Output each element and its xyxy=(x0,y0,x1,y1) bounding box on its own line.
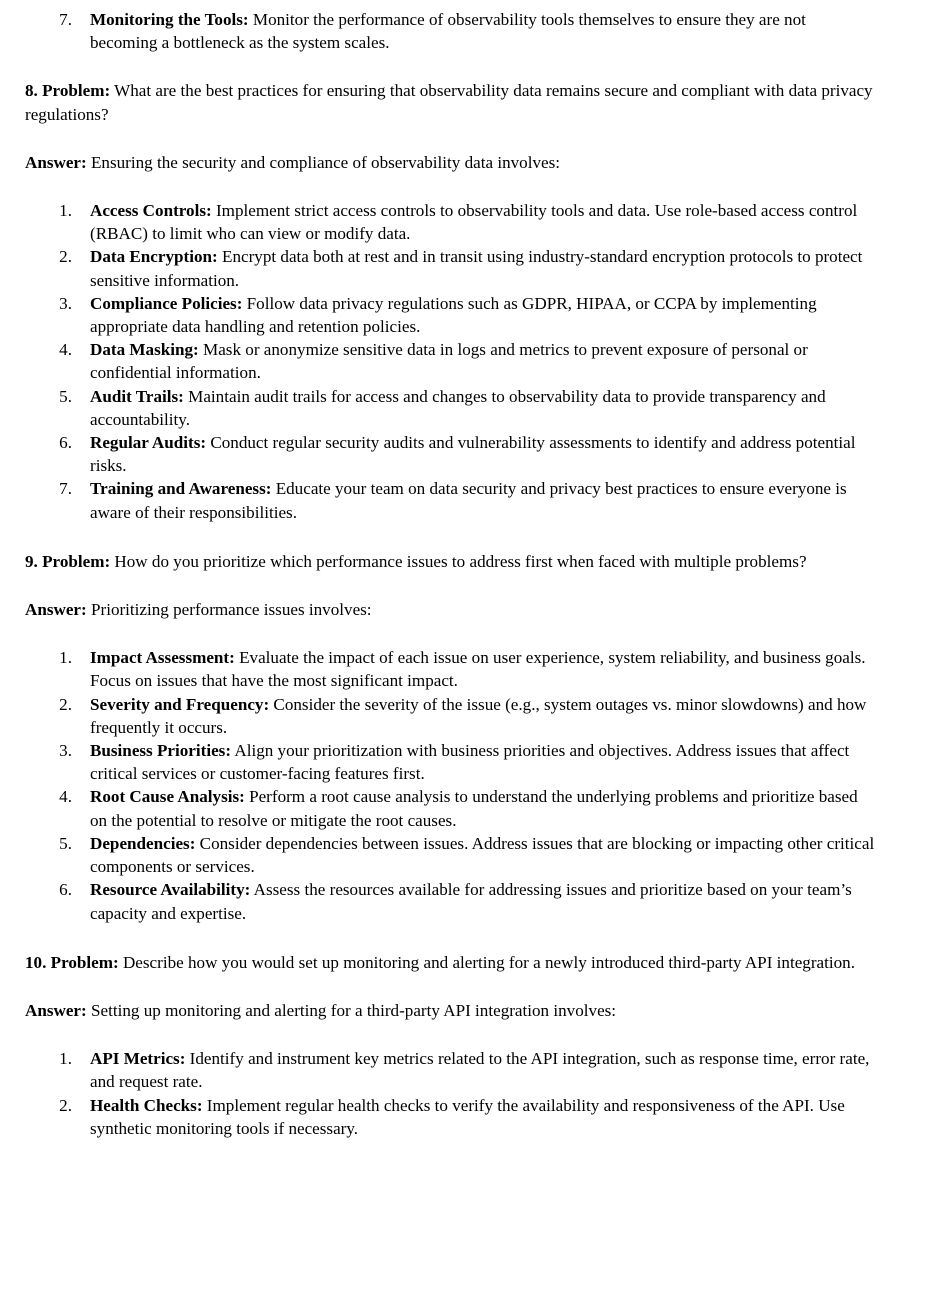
spacer xyxy=(0,126,940,151)
answer-label: Answer: xyxy=(25,152,87,172)
problem-text: How do you prioritize which performance issues to address first when faced with multiple problems? xyxy=(110,551,807,571)
answer-list-q10 xyxy=(0,1047,940,1140)
list-item-body xyxy=(90,787,858,829)
list-item-term: Resource Availability: xyxy=(90,880,251,900)
answer-list-q9 xyxy=(0,646,940,924)
list-item-number: 7. xyxy=(59,10,72,29)
list-item-number: 1. xyxy=(59,201,72,221)
problem-paragraph-q9 xyxy=(0,550,940,573)
list-item-body xyxy=(90,201,857,243)
list-item xyxy=(0,8,940,54)
list-item-term: API Metrics: xyxy=(90,1049,186,1069)
list-item xyxy=(0,477,940,523)
list-item-number: 2. xyxy=(59,247,72,267)
problem-paragraph-q8 xyxy=(0,79,940,125)
list-item-number: 2. xyxy=(59,694,72,714)
list-item xyxy=(0,199,940,245)
list-item-term: Data Encryption: xyxy=(90,247,218,267)
list-item-term: Root Cause Analysis: xyxy=(90,787,245,807)
list-item xyxy=(0,245,940,291)
list-item-text: Encrypt data both at rest and in transit using industry-standard encryption protocols to protect sensitive information. xyxy=(90,247,863,290)
problem-label: 9. Problem: xyxy=(25,551,111,571)
list-item-text: Align your prioritization with business priorities and objectives. Address issues that affect critical services or customer-facing features first. xyxy=(90,741,850,784)
spacer xyxy=(0,174,940,199)
list-item-text: Perform a root cause analysis to understand the underlying problems and prioritize based on the potential to resolve or mitigate the root causes. xyxy=(90,787,858,830)
list-item-body xyxy=(90,1049,869,1091)
spacer xyxy=(0,54,940,79)
list-item-body xyxy=(90,10,806,52)
list-item-text: Maintain audit trails for access and changes to observability data to provide transparency and accountability. xyxy=(90,386,826,429)
list-item-body xyxy=(90,387,826,429)
list-item-term: Audit Trails: xyxy=(90,386,184,406)
answer-paragraph-q9 xyxy=(0,598,940,621)
list-item-number: 4. xyxy=(59,340,72,360)
list-item-text: Educate your team on data security and privacy best practices to ensure everyone is aware of their responsibilities. xyxy=(90,479,847,522)
list-item-text: Implement strict access controls to observability tools and data. Use role-based access control (RBAC) to limit who can view or modify data. xyxy=(90,201,858,244)
problem-text: What are the best practices for ensuring that observability data remains secure and compliant with data privacy regulations? xyxy=(25,81,873,124)
list-item xyxy=(0,431,940,477)
list-item-body xyxy=(90,1096,845,1138)
list-item-term: Data Masking: xyxy=(90,340,199,360)
answer-label: Answer: xyxy=(25,600,87,620)
list-item-term: Dependencies: xyxy=(90,833,196,853)
answer-text: Setting up monitoring and alerting for a third-party API integration involves: xyxy=(86,1000,617,1020)
list-item-text: Follow data privacy regulations such as GDPR, HIPAA, or CCPA by implementing appropriate data handling and retention policies. xyxy=(90,293,817,337)
list-item-number: 6. xyxy=(59,880,72,900)
spacer xyxy=(0,573,940,598)
spacer xyxy=(0,925,940,951)
list-item-body xyxy=(90,695,866,737)
list-item xyxy=(0,385,940,431)
list-item-text: Monitor the performance of observability tools themselves to ensure they are not becoming a bottleneck as the system scales. xyxy=(90,10,806,53)
list-item-number: 3. xyxy=(59,293,72,313)
answer-list-q8 xyxy=(0,199,940,524)
list-item-term: Health Checks: xyxy=(90,1095,203,1115)
list-item-body xyxy=(90,880,852,922)
list-item xyxy=(0,292,940,338)
list-item-term: Training and Awareness: xyxy=(90,479,272,499)
list-item xyxy=(0,693,940,739)
list-item-number: 5. xyxy=(59,386,72,406)
list-item-term: Impact Assessment: xyxy=(90,648,235,668)
list-item-text: Consider the severity of the issue (e.g., system outages vs. minor slowdowns) and how frequently it occurs. xyxy=(90,694,867,737)
list-item-number: 2. xyxy=(59,1095,72,1115)
list-item-number: 3. xyxy=(59,741,72,761)
list-item xyxy=(0,739,940,785)
list-item xyxy=(0,785,940,831)
problem-paragraph-q10 xyxy=(0,951,940,974)
answer-text: Prioritizing performance issues involves: xyxy=(86,600,372,620)
list-item-number: 6. xyxy=(59,433,72,453)
list-item-body xyxy=(90,247,862,289)
list-item-number: 5. xyxy=(59,833,72,853)
list-item xyxy=(0,1094,940,1140)
list-item xyxy=(0,878,940,924)
list-item-term: Severity and Frequency: xyxy=(90,694,270,714)
problem-label: 8. Problem: xyxy=(25,81,111,101)
list-item xyxy=(0,338,940,384)
list-item-text: Mask or anonymize sensitive data in logs and metrics to prevent exposure of personal or confidential information. xyxy=(90,340,808,383)
list-item-term: Monitoring the Tools: xyxy=(90,10,249,29)
list-item xyxy=(0,832,940,878)
spacer xyxy=(0,974,940,999)
problem-label: 10. Problem: xyxy=(25,952,119,972)
list-item-body xyxy=(90,479,847,521)
list-item xyxy=(0,1047,940,1093)
answer-text: Ensuring the security and compliance of observability data involves: xyxy=(86,152,560,172)
list-item-body xyxy=(90,741,849,783)
list-item-term: Access Controls: xyxy=(90,201,212,221)
list-item-number: 1. xyxy=(59,648,72,668)
list-item-body xyxy=(90,834,874,876)
answer-label: Answer: xyxy=(25,1000,87,1020)
answer-paragraph-q10 xyxy=(0,999,940,1022)
list-item-body xyxy=(90,648,866,690)
list-item-text: Identify and instrument key metrics related to the API integration, such as response time, error rate, and request rate. xyxy=(90,1049,870,1092)
answer-paragraph-q8 xyxy=(0,151,940,174)
list-item-text: Consider dependencies between issues. Address issues that are blocking or impacting other critical components or services. xyxy=(90,833,875,877)
list-item-body xyxy=(90,294,817,336)
spacer xyxy=(0,621,940,646)
list-item xyxy=(0,646,940,692)
list-item-term: Business Priorities: xyxy=(90,741,232,761)
list-item-text: Conduct regular security audits and vulnerability assessments to identify and address potential risks. xyxy=(90,433,856,476)
list-item-text: Implement regular health checks to verify the availability and responsiveness of the API. Use synthetic monitoring tools if necessary. xyxy=(90,1095,845,1138)
continued-list xyxy=(0,8,940,54)
list-item-text: Assess the resources available for addressing issues and prioritize based on your team’s capacity and expertise. xyxy=(90,880,852,923)
spacer xyxy=(0,1022,940,1047)
list-item-number: 7. xyxy=(59,479,72,499)
list-item-text: Evaluate the impact of each issue on user experience, system reliability, and business goals. Focus on issues that have the most significant impact. xyxy=(90,648,866,691)
list-item-term: Compliance Policies: xyxy=(90,293,243,313)
problem-text: Describe how you would set up monitoring and alerting for a newly introduced third-party API integration. xyxy=(118,952,855,972)
list-item-body xyxy=(90,340,808,382)
list-item-number: 4. xyxy=(59,787,72,807)
list-item-number: 1. xyxy=(59,1049,72,1069)
list-item-body xyxy=(90,433,855,475)
list-item-term: Regular Audits: xyxy=(90,433,207,453)
spacer xyxy=(0,524,940,550)
